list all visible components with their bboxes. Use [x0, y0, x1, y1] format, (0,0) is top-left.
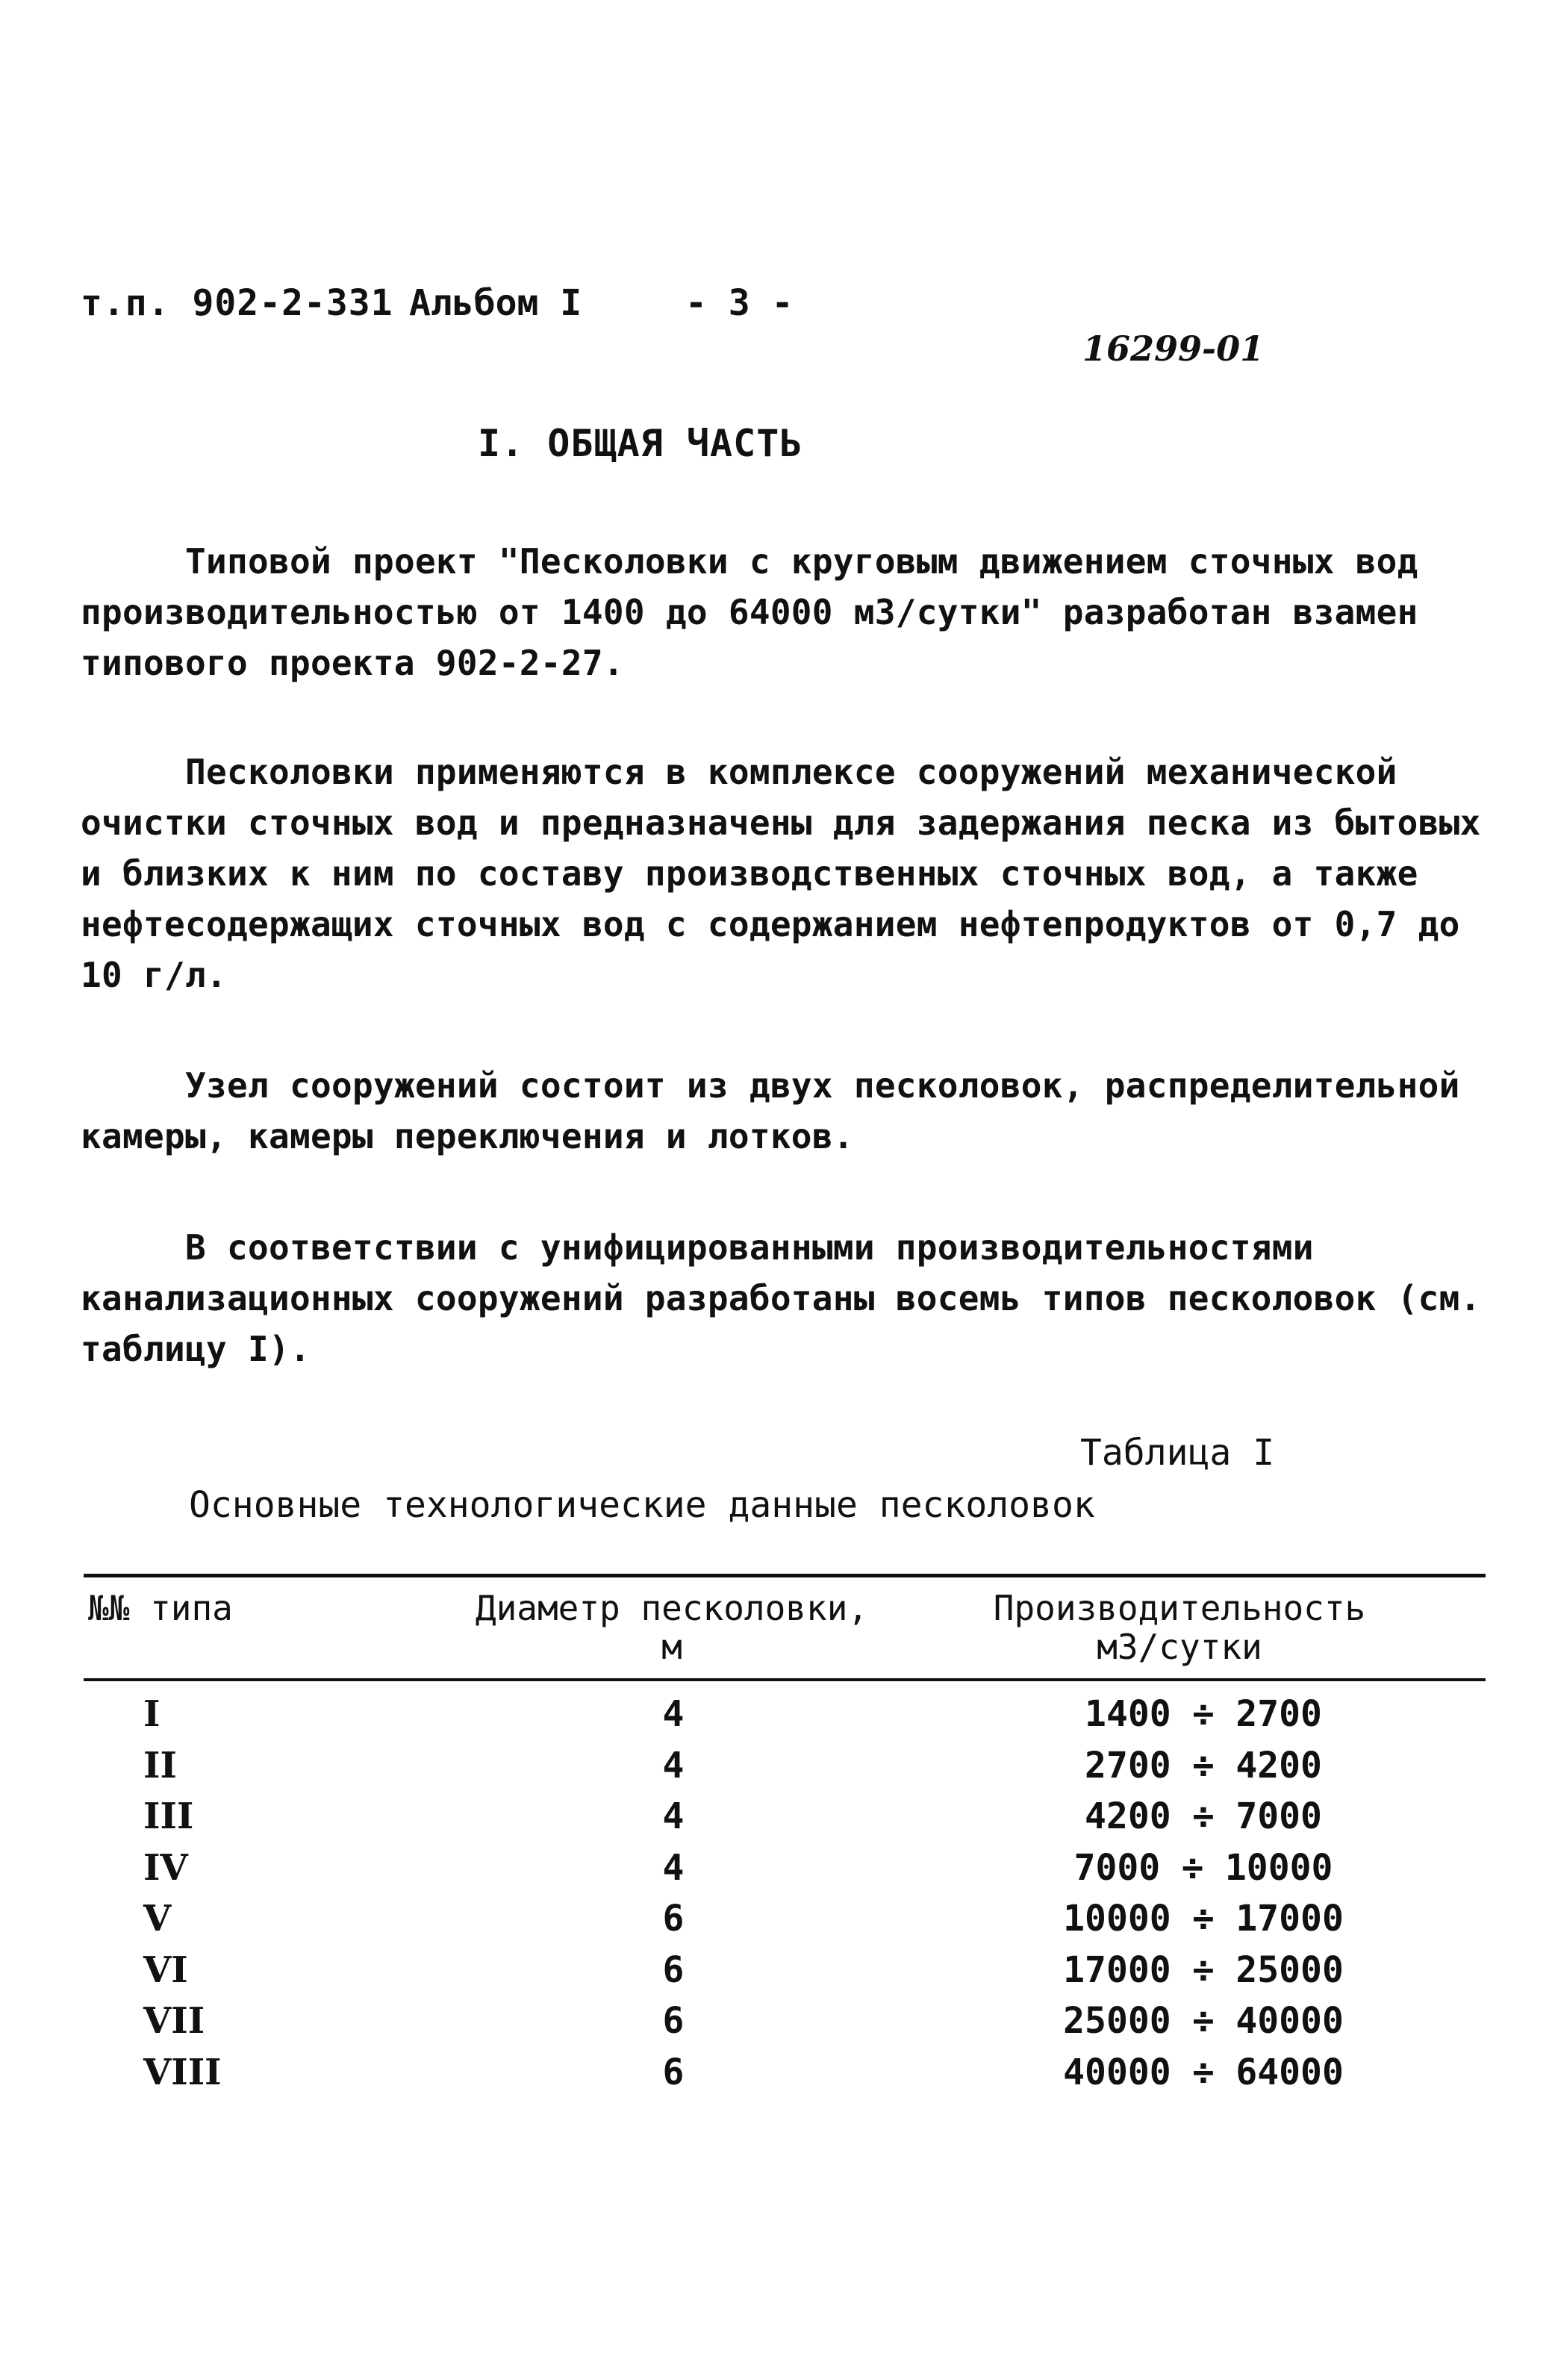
column-header-diameter: [463, 1589, 881, 1666]
cell-capacity: 17000 ÷ 25000: [1063, 1948, 1344, 1991]
project-code: т.п. 902-2-331: [81, 282, 393, 324]
table-header-rule: [84, 1678, 1486, 1681]
cell-diameter: 6: [662, 1898, 685, 1940]
cell-capacity: 40000 ÷ 64000: [1063, 2051, 1344, 2093]
paragraph: Узел сооружений состоит из двух песколовок, распределительной камеры, камеры переключения и лотков.: [81, 1065, 1460, 1156]
cell-capacity: 7000 ÷ 10000: [1073, 1846, 1333, 1889]
cell-diameter: 4: [662, 1846, 685, 1889]
cell-type: II: [143, 1744, 177, 1786]
table-row: [84, 1689, 1486, 1740]
cell-type: V: [143, 1898, 172, 1940]
table-row: [84, 2047, 1486, 2099]
table-row: [84, 1740, 1486, 1792]
cell-type: I: [143, 1693, 161, 1735]
column-header-capacity: [970, 1589, 1389, 1666]
column-header-diameter-unit: м: [661, 1627, 682, 1667]
section-title: I. ОБЩАЯ ЧАСТЬ: [478, 422, 803, 465]
table-label: Таблица I: [1080, 1432, 1275, 1474]
cell-type: VII: [143, 2000, 205, 2042]
column-header-diameter-line1: Диаметр песколовки,: [475, 1588, 869, 1628]
cell-type: VIII: [143, 2051, 222, 2093]
paragraph: В соответствии с унифицированными производительностями канализационных сооружений разработаны восемь типов песколовок (см. таблицу I).: [81, 1227, 1481, 1369]
table-row: [84, 1893, 1486, 1945]
cell-diameter: 6: [662, 2000, 685, 2042]
table-caption: Основные технологические данные песколовок: [189, 1484, 1095, 1526]
cell-diameter: 4: [662, 1795, 685, 1837]
handwritten-doc-number: 16299-01: [1082, 328, 1265, 369]
cell-capacity: 4200 ÷ 7000: [1085, 1795, 1322, 1837]
table-row: [84, 1842, 1486, 1894]
column-header-capacity-line1: Производительность: [993, 1588, 1366, 1628]
paragraph: Типовой проект "Песколовки с круговым движением сточных вод производительностью от 1400 до 64000 м3/сутки" разработан взамен типового проекта 902-2-27.: [81, 541, 1418, 683]
cell-diameter: 6: [662, 1948, 685, 1991]
table-row: [84, 1996, 1486, 2047]
cell-type: III: [143, 1795, 194, 1837]
table-row: [84, 1945, 1486, 1996]
column-header-capacity-unit: м3/сутки: [1097, 1627, 1262, 1667]
table-top-rule: [84, 1574, 1486, 1577]
page-number: - 3 -: [685, 282, 794, 324]
table-body: [84, 1689, 1486, 2098]
table-row: [84, 1791, 1486, 1842]
column-header-type: №№ типа: [88, 1588, 233, 1628]
cell-capacity: 1400 ÷ 2700: [1085, 1693, 1322, 1735]
cell-diameter: 4: [662, 1744, 685, 1786]
cell-capacity: 25000 ÷ 40000: [1063, 2000, 1344, 2042]
cell-diameter: 4: [662, 1693, 685, 1735]
paragraph: Песколовки применяются в комплексе сооружений механической очистки сточных вод и предназначены для задержания песка из бытовых и близких к ним по составу производственных сточных вод, а также нефтесодержащих сточных вод с содержанием нефтепродуктов от 0,7 до 10 г/л.: [81, 752, 1481, 995]
cell-capacity: 10000 ÷ 17000: [1063, 1898, 1344, 1940]
cell-diameter: 6: [662, 2051, 685, 2093]
album-label: Альбом I: [409, 282, 582, 324]
cell-capacity: 2700 ÷ 4200: [1085, 1744, 1322, 1786]
cell-type: IV: [143, 1846, 188, 1889]
cell-type: VI: [143, 1948, 188, 1991]
